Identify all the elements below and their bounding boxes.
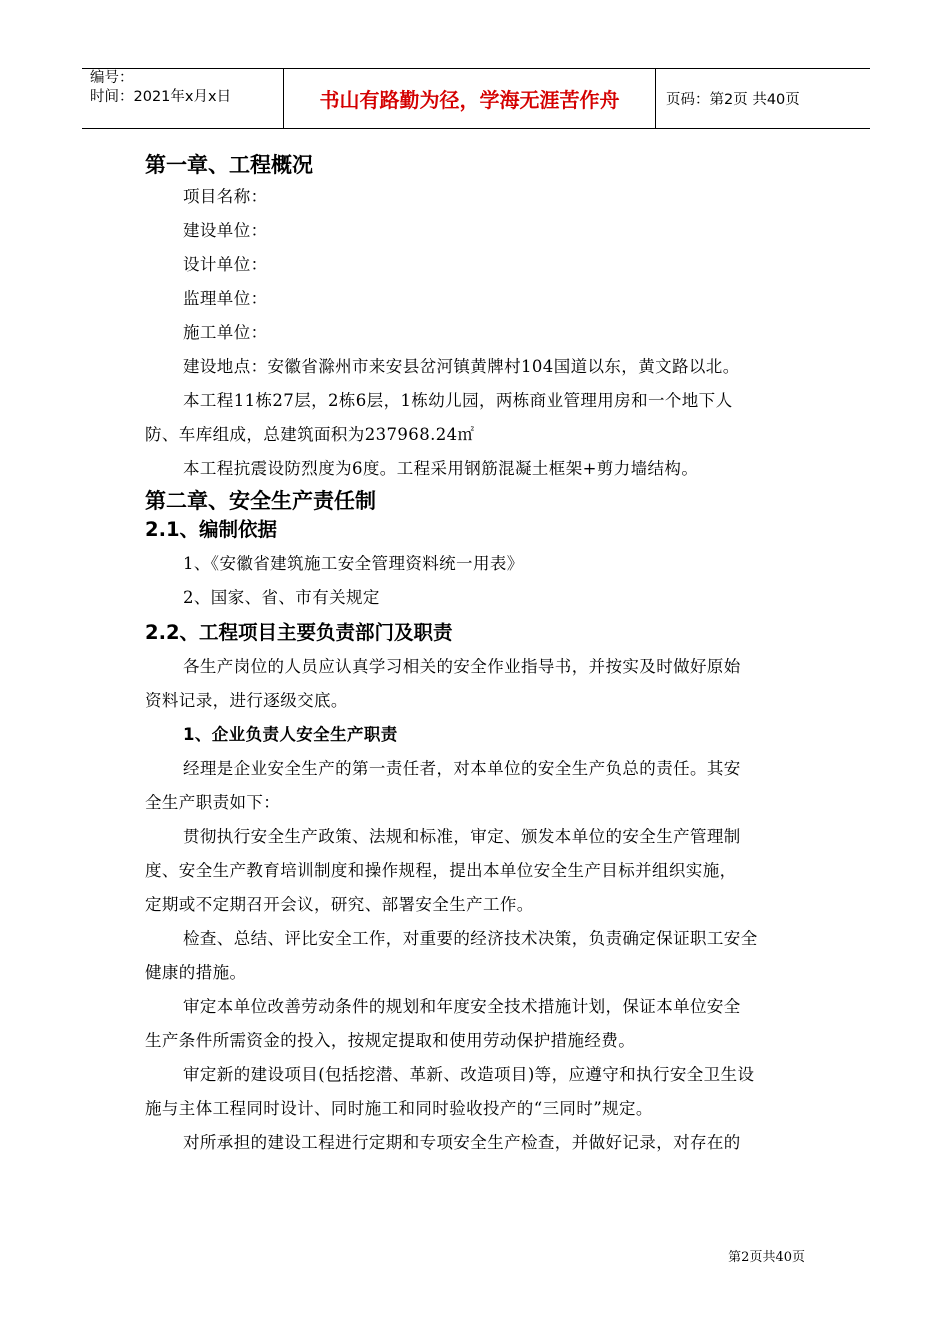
basis-2: 2、国家、省、市有关规定	[183, 588, 380, 607]
para-1-line-1: 各生产岗位的人员应认真学习相关的安全作业指导书，并按实及时做好原始	[183, 657, 741, 676]
para-1-line-2: 资料记录，进行逐级交底。	[145, 691, 348, 710]
scale-line-1: 本工程11栋27层，2栋6层，1栋幼儿园，两栋商业管理用房和一个地下人	[183, 391, 733, 410]
para-3-line-1: 贯彻执行安全生产政策、法规和标准，审定、颁发本单位的安全生产管理制	[183, 827, 741, 846]
subsection-1-title: 1、企业负责人安全生产职责	[183, 725, 398, 744]
page-header	[82, 68, 870, 129]
scale-line-2: 防、车库组成，总建筑面积为237968.24㎡	[145, 425, 475, 444]
section-2-1-title: 2.1、编制依据	[145, 518, 278, 541]
project-name: 项目名称：	[183, 187, 268, 206]
para-2-line-2: 全生产职责如下：	[145, 793, 281, 812]
section-2-2-title: 2.2、工程项目主要负责部门及职责	[145, 621, 453, 644]
para-6-line-2: 施与主体工程同时设计、同时施工和同时验收投产的“三同时”规定。	[145, 1099, 653, 1118]
para-3-line-3: 定期或不定期召开会议，研究、部署安全生产工作。	[145, 895, 534, 914]
time-label: 时间：2021年x月x日	[90, 89, 232, 105]
para-6-line-1: 审定新的建设项目(包括挖潜、革新、改造项目)等，应遵守和执行安全卫生设	[183, 1065, 755, 1084]
para-3-line-2: 度、安全生产教育培训制度和操作规程，提出本单位安全生产目标并组织实施，	[145, 861, 737, 880]
page-footer: 第2页共40页	[728, 1250, 805, 1265]
para-4-line-2: 健康的措施。	[145, 963, 247, 982]
document-body	[145, 150, 813, 1160]
constructor: 施工单位：	[183, 323, 268, 342]
para-4-line-1: 检查、总结、评比安全工作，对重要的经济技术决策，负责确定保证职工安全	[183, 929, 758, 948]
chapter-1-title: 第一章、工程概况	[145, 153, 313, 177]
para-5-line-2: 生产条件所需资金的投入，按规定提取和使用劳动保护措施经费。	[145, 1031, 636, 1050]
basis-1: 1、《安徽省建筑施工安全管理资料统一用表》	[183, 554, 524, 573]
header-meta	[82, 69, 283, 128]
para-5-line-1: 审定本单位改善劳动条件的规划和年度安全技术措施计划，保证本单位安全	[183, 997, 741, 1016]
builder: 建设单位：	[183, 221, 268, 240]
serial-label: 编号：	[90, 70, 134, 86]
para-2-line-1: 经理是企业安全生产的第一责任者，对本单位的安全生产负总的责任。其安	[183, 759, 741, 778]
seismic: 本工程抗震设防烈度为6度。工程采用钢筋混凝土框架+剪力墙结构。	[183, 459, 699, 478]
location: 建设地点：安徽省滁州市来安县岔河镇黄牌村104国道以东，黄文路以北。	[183, 357, 740, 376]
chapter-2-title: 第二章、安全生产责任制	[145, 489, 376, 513]
designer: 设计单位：	[183, 255, 268, 274]
para-7-line-1: 对所承担的建设工程进行定期和专项安全生产检查，并做好记录，对存在的	[183, 1133, 741, 1152]
header-motto: 书山有路勤为径，学海无涯苦作舟	[283, 69, 656, 128]
supervisor: 监理单位：	[183, 289, 268, 308]
header-page-label: 页码：第2页 共40页	[666, 92, 800, 108]
